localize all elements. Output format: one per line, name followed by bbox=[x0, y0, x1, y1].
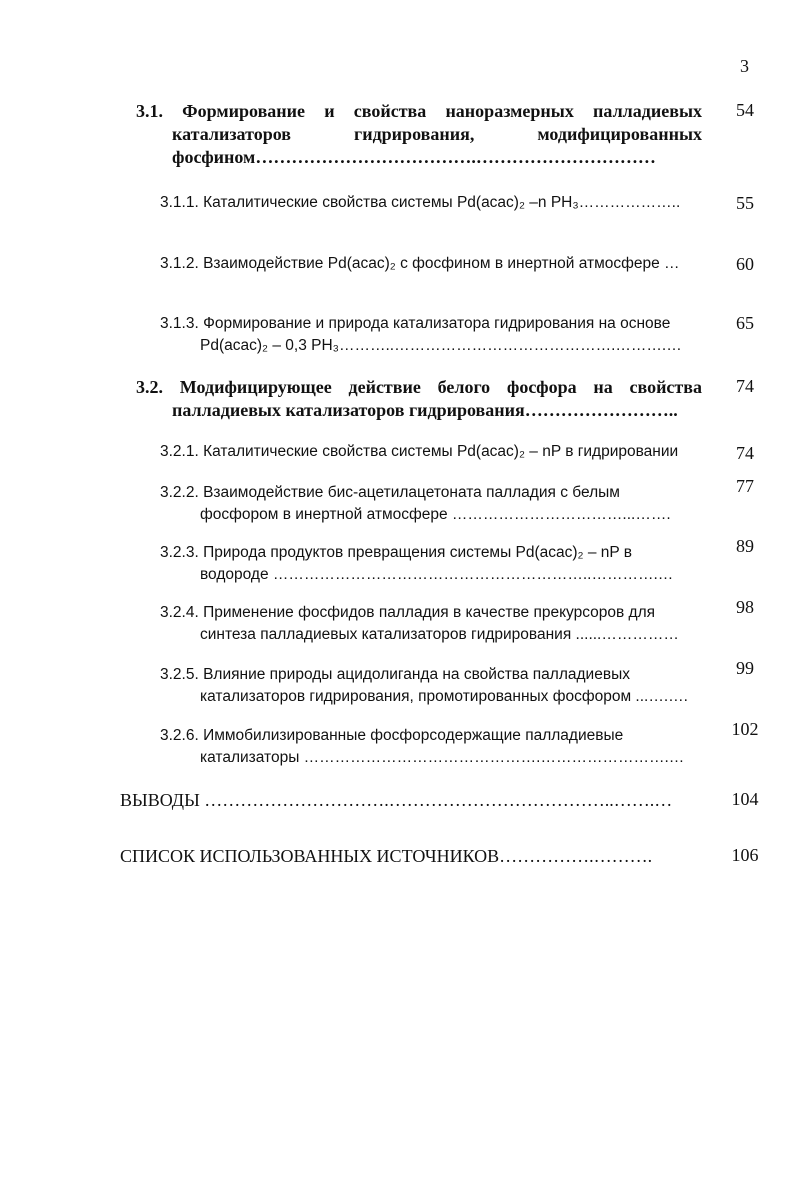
toc-page-number: 65 bbox=[736, 313, 754, 333]
toc-entry-text: 3.2. Модифицирующее действие белого фосфора на свойства bbox=[136, 377, 702, 397]
toc-page-number: 104 bbox=[731, 789, 759, 809]
toc-entry-text: 3.2.4. Применение фосфидов палладия в качестве прекурсоров для bbox=[160, 604, 656, 621]
toc-entry-3-2-5[interactable] bbox=[160, 664, 702, 708]
toc-page-number: 54 bbox=[736, 100, 754, 120]
toc-entry-3-2-6[interactable] bbox=[160, 725, 702, 769]
toc-page-number: 99 bbox=[736, 658, 754, 678]
toc-entry-conclusions[interactable] bbox=[120, 789, 704, 811]
toc-entry-text: 3.1. Формирование и свойства наноразмерных палладиевых bbox=[136, 101, 702, 121]
toc-entry-references[interactable] bbox=[120, 845, 704, 867]
toc-page-number: 74 bbox=[736, 376, 754, 396]
toc-entry-text: катализаторы ……………………………………….…………………….… bbox=[200, 749, 685, 766]
toc-entry-text: СПИСОК ИСПОЛЬЗОВАННЫХ ИСТОЧНИКОВ…………….………. bbox=[120, 846, 653, 866]
toc-entry-text: 3.1.3. Формирование и природа катализатора гидрирования на основе bbox=[160, 315, 671, 332]
toc-entry-text: 3.1.2. Взаимодействие Pd(acac)₂ с фосфином в инертной атмосфере … bbox=[160, 255, 680, 272]
toc-entry-text: фосфином……………………………….………………………… bbox=[172, 147, 656, 167]
toc-entry-text: катализаторов гидрирования, модифицированных bbox=[172, 124, 702, 144]
toc-entry-text: ВЫВОДЫ ………………………….………………………………..…….… bbox=[120, 790, 673, 810]
toc-entry-3-2[interactable] bbox=[136, 376, 702, 422]
toc-entry-3-1-2[interactable] bbox=[160, 253, 702, 275]
toc-entry-text: фосфором в инертной атмосфере ……………………………...……. bbox=[200, 506, 671, 523]
toc-entry-3-2-2[interactable] bbox=[160, 482, 702, 526]
toc-entry-text: 3.2.1. Каталитические свойства системы Pd(acac)₂ – nP в гидрировании bbox=[160, 443, 679, 460]
toc-page-number: 74 bbox=[736, 443, 754, 463]
toc-page-number: 60 bbox=[736, 254, 754, 274]
toc-entry-3-2-3[interactable] bbox=[160, 542, 702, 586]
toc-entry-text: 3.2.6. Иммобилизированные фосфорсодержащие палладиевые bbox=[160, 727, 624, 744]
toc-entry-text: 3.2.5. Влияние природы ацидолиганда на свойства палладиевых bbox=[160, 666, 630, 683]
toc-entry-text: Pd(acac)₂ – 0,3 PH₃………..…………………………………….……….… bbox=[200, 337, 682, 354]
toc-entry-text: 3.2.3. Природа продуктов превращения системы Pd(acac)₂ – nP в bbox=[160, 544, 633, 561]
toc-entry-text: 3.2.2. Взаимодействие бис-ацетилацетоната палладия с белым bbox=[160, 484, 620, 501]
toc-page-number: 55 bbox=[736, 193, 754, 213]
toc-entry-text: катализаторов гидрирования, промотированных фосфором ...….…. bbox=[200, 688, 688, 705]
toc-page-number: 77 bbox=[736, 476, 754, 496]
toc-entry-text: водороде ……………………………………………………..………….… bbox=[200, 566, 674, 583]
toc-entry-3-2-1[interactable] bbox=[160, 441, 702, 463]
toc-entry-text: 3.1.1. Каталитические свойства системы Pd(acac)₂ –n PH₃……………….. bbox=[160, 194, 681, 211]
toc-page-number: 89 bbox=[736, 536, 754, 556]
toc-entry-3-1-3[interactable] bbox=[160, 313, 702, 357]
toc-entry-3-1-1[interactable] bbox=[160, 192, 702, 214]
page-number: 3 bbox=[740, 56, 749, 76]
toc-page-number: 102 bbox=[731, 719, 759, 739]
toc-entry-text: синтеза палладиевых катализаторов гидрирования ......…………… bbox=[200, 626, 679, 643]
toc-entry-text: палладиевых катализаторов гидрирования…………………….. bbox=[172, 400, 678, 420]
toc-entry-3-2-4[interactable] bbox=[160, 602, 702, 646]
toc-page-number: 98 bbox=[736, 597, 754, 617]
toc-entry-3-1[interactable] bbox=[136, 100, 702, 169]
toc-page-number: 106 bbox=[731, 845, 759, 865]
